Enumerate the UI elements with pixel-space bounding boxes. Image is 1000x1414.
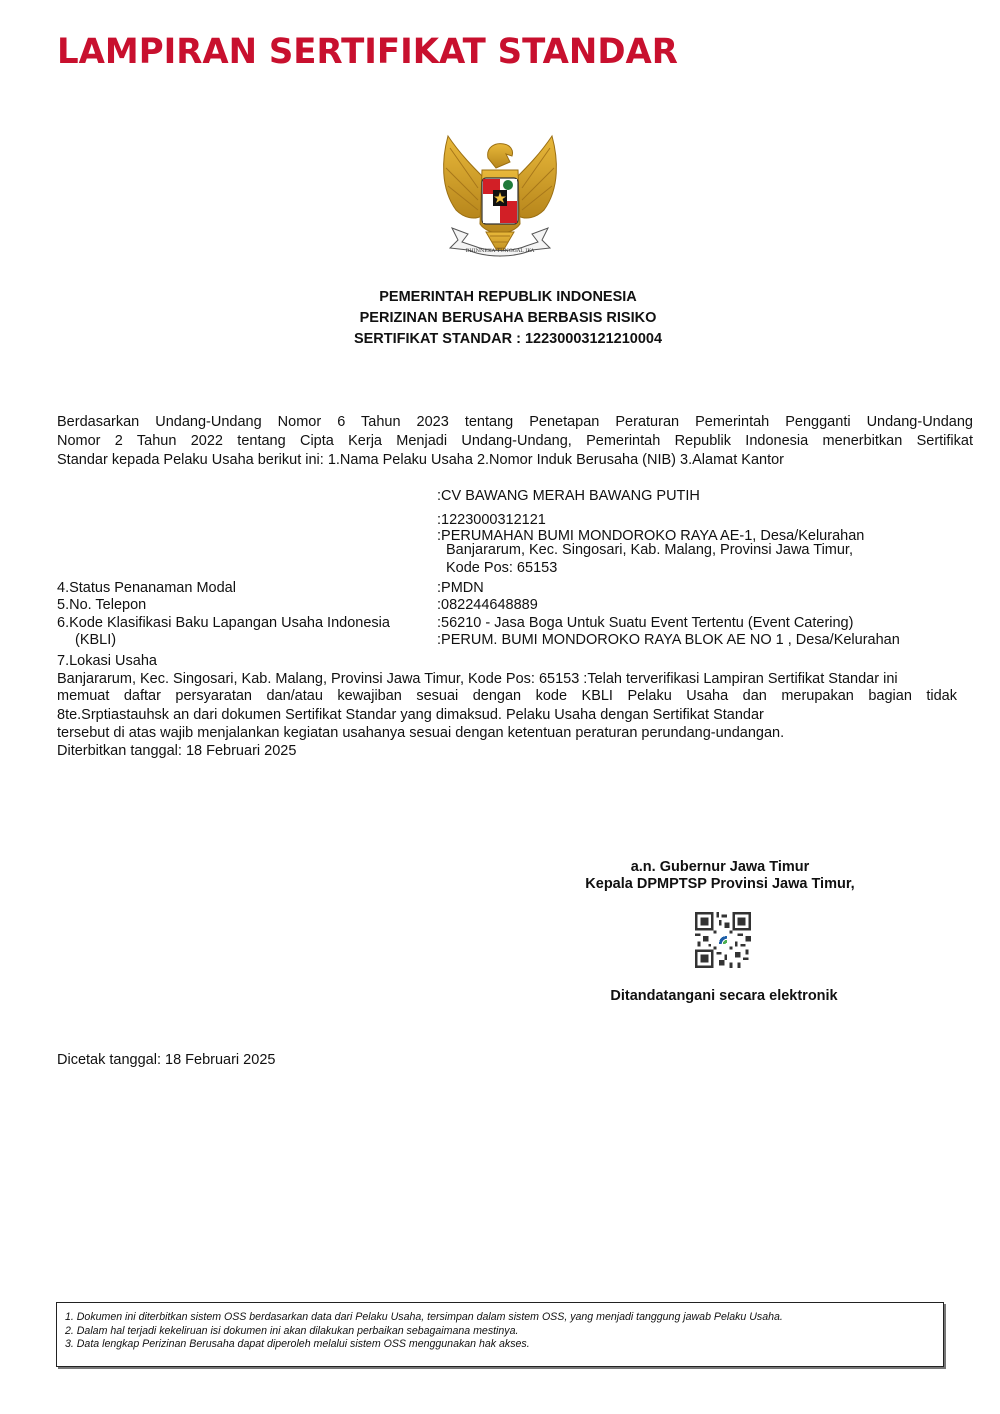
phone-value: :082244648889 [437,597,538,613]
note-2: 2. Dalam hal terjadi kekeliruan isi dokumen ini akan dilakukan perbaikan sebagaimana mestinya. [65,1324,519,1337]
closing-line-3: 8te.Srptiastauhsk an dari dokumen Sertifikat Standar yang dimaksud. Pelaku Usaha dengan Sertifikat Standar [57,707,764,723]
issued-date: Diterbitkan tanggal: 18 Februari 2025 [57,743,297,759]
nib-value: :1223000312121 [437,512,546,528]
kbli-label: 6.Kode Klasifikasi Baku Lapangan Usaha Indonesia [57,615,390,631]
electronic-signature-note: Ditandatangani secara elektronik [610,988,838,1004]
signatory-title: Kepala DPMPTSP Provinsi Jawa Timur, [585,876,855,892]
header-licensing: PERIZINAN BERUSAHA BERBASIS RISIKO [359,310,657,326]
printed-date: Dicetak tanggal: 18 Februari 2025 [57,1052,276,1068]
kbli-label-abbr: (KBLI) [75,632,117,648]
business-name-value: :CV BAWANG MERAH BAWANG PUTIH [437,488,700,504]
intro-line-2: Nomor 2 Tahun 2022 tentang Cipta Kerja Menjadi Undang-Undang, Pemerintah Republik Indonesia menerbitkan Sertifikat [57,433,973,449]
office-address-line-3: Kode Pos: 65153 [446,560,558,576]
closing-line-1: Banjararum, Kec. Singosari, Kab. Malang, Provinsi Jawa Timur, Kode Pos: 65153 :Telah terverifikasi Lampiran Sertifikat Standar ini [57,671,898,687]
closing-line-2: memuat daftar persyaratan dan/atau kewajiban sesuai dengan kode KBLI Pelaku Usaha dan merupakan bagian tidak [57,688,957,704]
header-government: PEMERINTAH REPUBLIK INDONESIA [379,289,637,305]
business-location-value: :PERUM. BUMI MONDOROKO RAYA BLOK AE NO 1 , Desa/Kelurahan [437,632,900,648]
qr-code-icon[interactable] [695,912,751,968]
intro-line-3: Standar kepada Pelaku Usaha berikut ini: 1.Nama Pelaku Usaha 2.Nomor Induk Berusaha (NIB) 3.Alamat Kantor [57,452,784,468]
svg-text:BHINNEKA TUNGGAL IKA: BHINNEKA TUNGGAL IKA [465,248,535,254]
document-title: LAMPIRAN SERTIFIKAT STANDAR [57,32,678,72]
closing-line-4: tersebut di atas wajib menjalankan kegiatan usahanya sesuai dengan ketentuan peraturan perundang-undangan. [57,725,785,741]
investment-status-value: :PMDN [437,580,484,596]
garuda-emblem-icon [438,128,562,266]
notes-box [56,1302,944,1367]
business-location-label: 7.Lokasi Usaha [57,653,157,669]
office-address-line-1: :PERUMAHAN BUMI MONDOROKO RAYA AE-1, Desa/Kelurahan [437,528,865,544]
office-address-line-2: Banjararum, Kec. Singosari, Kab. Malang, Provinsi Jawa Timur, [446,542,853,558]
note-3: 3. Data lengkap Perizinan Berusaha dapat diperoleh melalui sistem OSS menggunakan hak akses. [65,1338,530,1350]
garuda-head [488,144,513,168]
investment-status-label: 4.Status Penanaman Modal [57,580,236,596]
header-certificate-number: SERTIFIKAT STANDAR : 12230003121210004 [353,331,663,347]
phone-label: 5.No. Telepon [57,597,147,613]
signatory-on-behalf: a.n. Gubernur Jawa Timur [630,859,810,875]
kbli-value: :56210 - Jasa Boga Untuk Suatu Event Tertentu (Event Catering) [437,615,854,631]
note-1: 1. Dokumen ini diterbitkan sistem OSS berdasarkan data dari Pelaku Usaha, tersimpan dalam sistem OSS, yang menjadi tanggung jawab Pelaku Usaha. [65,1311,783,1323]
intro-line-1: Berdasarkan Undang-Undang Nomor 6 Tahun 2023 tentang Penetapan Peraturan Pemerintah Pengganti Undang-Undang [57,414,973,430]
